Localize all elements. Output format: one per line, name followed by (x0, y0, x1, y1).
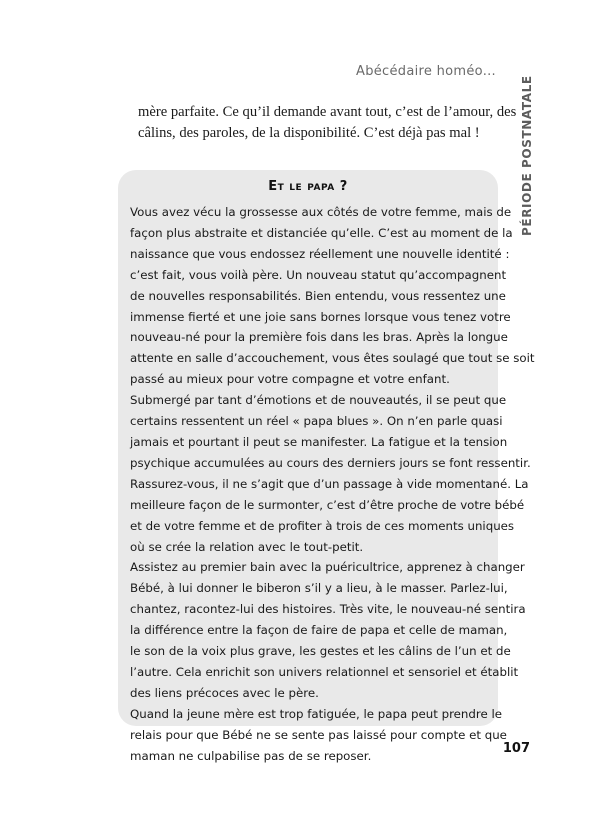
box-line: relais pour que Bébé ne se sente pas laissé pour compte et que (130, 727, 507, 742)
box-line: de nouvelles responsabilités. Bien entendu, vous ressentez une (130, 288, 506, 303)
box-line: immense fierté et une joie sans bornes lorsque vous tenez votre (130, 309, 511, 324)
box-line: attente en salle d’accouchement, vous êtes soulagé que tout se soit (130, 351, 535, 366)
box-line: Bébé, à lui donner le biberon s’il y a lieu, à le masser. Parlez-lui, (130, 581, 508, 596)
box-line: et de votre femme et de profiter à trois de ces moments uniques (130, 518, 515, 533)
intro-line: mère parfaite. Ce qu’il demande avant tout, c’est de l’amour, des (138, 104, 517, 120)
box-line: psychique accumulées au cours des derniers jours se font ressentir. (130, 455, 531, 470)
box-line: jamais et pourtant il peut se manifester. La fatigue et la tension (130, 434, 508, 449)
box-line: Rassurez-vous, il ne s’agit que d’un passage à vide momentané. La (130, 476, 529, 491)
box-line: naissance que vous endossez réellement une nouvelle identité : (130, 246, 510, 261)
box-title: Et le papa ? (268, 179, 348, 194)
box-line: le son de la voix plus grave, les gestes et les câlins de l’un et de (130, 644, 511, 659)
box-line: où se crée la relation avec le tout-petit. (130, 539, 364, 554)
box-line: meilleure façon de le surmonter, c’est d’être proche de votre bébé (130, 497, 525, 512)
box-line: façon plus abstraite et distanciée qu’elle. C’est au moment de la (130, 225, 513, 240)
section-side-tab: PÉRIODE POSTNATALE (520, 75, 534, 236)
box-line: Submergé par tant d’émotions et de nouveautés, il se peut que (130, 393, 507, 408)
page-number: 107 (502, 741, 530, 756)
box-line: chantez, racontez-lui des histoires. Très vite, le nouveau-né sentira (130, 602, 526, 617)
box-line: l’autre. Cela enrichit son univers relationnel et sensoriel et établit (130, 664, 519, 679)
box-line: nouveau-né pour la première fois dans les bras. Après la longue (130, 330, 508, 345)
box-line: la différence entre la façon de faire de papa et celle de maman, (130, 623, 508, 638)
running-head: Abécédaire homéo... (356, 64, 496, 79)
box-line: certains ressentent un réel « papa blues ». On n’en parle quasi (130, 414, 503, 429)
box-line: maman ne culpabilise pas de se reposer. (130, 748, 372, 763)
box-line: des liens précoces avec le père. (130, 685, 319, 700)
box-line: passé au mieux pour votre compagne et votre enfant. (130, 372, 450, 387)
box-line: Vous avez vécu la grossesse aux côtés de votre femme, mais de (130, 205, 512, 219)
box-line: c’est fait, vous voilà père. Un nouveau statut qu’accompagnent (130, 267, 507, 282)
intro-paragraph (138, 102, 517, 144)
box-line: Quand la jeune mère est trop fatiguée, le papa peut prendre le (130, 706, 503, 721)
intro-line: câlins, des paroles, de la disponibilité. C’est déjà pas mal ! (138, 125, 480, 141)
box-line: Assistez au premier bain avec la puéricultrice, apprenez à changer (130, 560, 525, 575)
